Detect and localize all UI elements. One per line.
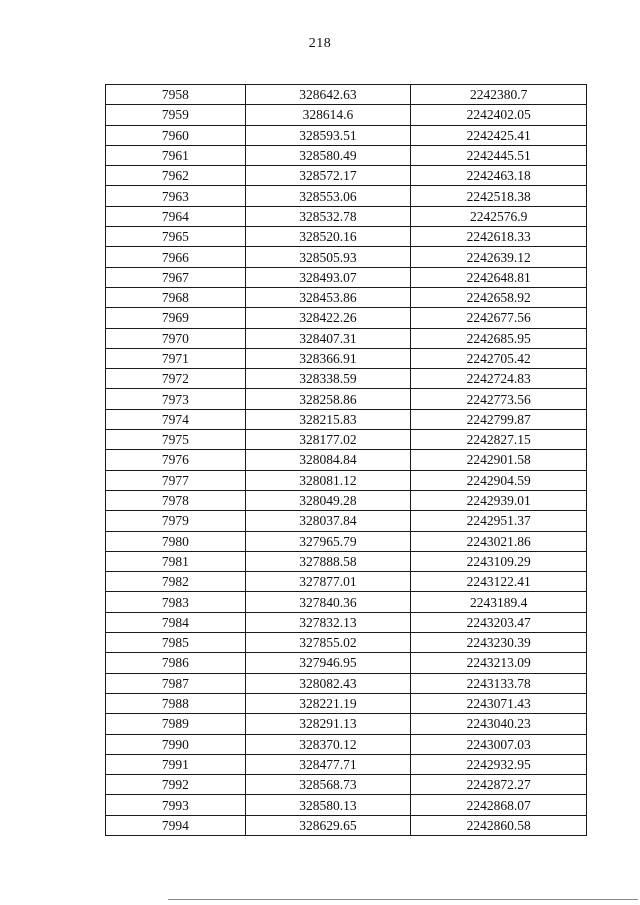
y-coordinate-cell: 2242518.38 — [411, 186, 587, 206]
y-coordinate-cell: 2242773.56 — [411, 389, 587, 409]
y-coordinate-cell: 2243189.4 — [411, 592, 587, 612]
point-number-cell: 7977 — [106, 470, 246, 490]
y-coordinate-cell: 2242618.33 — [411, 227, 587, 247]
y-coordinate-cell: 2242658.92 — [411, 287, 587, 307]
point-number-cell: 7989 — [106, 714, 246, 734]
x-coordinate-cell: 328291.13 — [245, 714, 411, 734]
table-row — [106, 369, 587, 389]
point-number-cell: 7960 — [106, 125, 246, 145]
table-row — [106, 227, 587, 247]
point-number-cell: 7979 — [106, 511, 246, 531]
x-coordinate-cell: 327888.58 — [245, 551, 411, 571]
x-coordinate-cell: 328568.73 — [245, 775, 411, 795]
table-row — [106, 511, 587, 531]
point-number-cell: 7974 — [106, 409, 246, 429]
y-coordinate-cell: 2243133.78 — [411, 673, 587, 693]
y-coordinate-cell: 2243071.43 — [411, 693, 587, 713]
y-coordinate-cell: 2243109.29 — [411, 551, 587, 571]
point-number-cell: 7973 — [106, 389, 246, 409]
x-coordinate-cell: 328258.86 — [245, 389, 411, 409]
y-coordinate-cell: 2242705.42 — [411, 348, 587, 368]
y-coordinate-cell: 2242425.41 — [411, 125, 587, 145]
table-row — [106, 612, 587, 632]
x-coordinate-cell: 328221.19 — [245, 693, 411, 713]
table-row — [106, 795, 587, 815]
x-coordinate-cell: 328553.06 — [245, 186, 411, 206]
y-coordinate-cell: 2242901.58 — [411, 450, 587, 470]
x-coordinate-cell: 328407.31 — [245, 328, 411, 348]
table-row — [106, 633, 587, 653]
x-coordinate-cell: 327840.36 — [245, 592, 411, 612]
table-row — [106, 775, 587, 795]
point-number-cell: 7992 — [106, 775, 246, 795]
coordinate-table — [105, 84, 587, 836]
point-number-cell: 7988 — [106, 693, 246, 713]
table-row — [106, 551, 587, 571]
point-number-cell: 7969 — [106, 308, 246, 328]
y-coordinate-cell: 2242939.01 — [411, 490, 587, 510]
table-row — [106, 531, 587, 551]
y-coordinate-cell: 2242932.95 — [411, 754, 587, 774]
table-row — [106, 267, 587, 287]
point-number-cell: 7984 — [106, 612, 246, 632]
x-coordinate-cell: 328037.84 — [245, 511, 411, 531]
x-coordinate-cell: 328422.26 — [245, 308, 411, 328]
table-row — [106, 348, 587, 368]
x-coordinate-cell: 328215.83 — [245, 409, 411, 429]
point-number-cell: 7965 — [106, 227, 246, 247]
table-row — [106, 145, 587, 165]
y-coordinate-cell: 2243007.03 — [411, 734, 587, 754]
x-coordinate-cell: 328505.93 — [245, 247, 411, 267]
table-row — [106, 673, 587, 693]
point-number-cell: 7971 — [106, 348, 246, 368]
scan-edge-line — [168, 899, 638, 900]
table-row — [106, 287, 587, 307]
point-number-cell: 7963 — [106, 186, 246, 206]
point-number-cell: 7994 — [106, 815, 246, 835]
point-number-cell: 7986 — [106, 653, 246, 673]
table-row — [106, 166, 587, 186]
table-row — [106, 186, 587, 206]
x-coordinate-cell: 328453.86 — [245, 287, 411, 307]
point-number-cell: 7978 — [106, 490, 246, 510]
x-coordinate-cell: 328177.02 — [245, 430, 411, 450]
y-coordinate-cell: 2243203.47 — [411, 612, 587, 632]
x-coordinate-cell: 328082.43 — [245, 673, 411, 693]
point-number-cell: 7983 — [106, 592, 246, 612]
y-coordinate-cell: 2242724.83 — [411, 369, 587, 389]
y-coordinate-cell: 2243230.39 — [411, 633, 587, 653]
point-number-cell: 7968 — [106, 287, 246, 307]
point-number-cell: 7961 — [106, 145, 246, 165]
table-row — [106, 206, 587, 226]
point-number-cell: 7982 — [106, 572, 246, 592]
x-coordinate-cell: 328629.65 — [245, 815, 411, 835]
point-number-cell: 7959 — [106, 105, 246, 125]
table-row — [106, 125, 587, 145]
y-coordinate-cell: 2242860.58 — [411, 815, 587, 835]
x-coordinate-cell: 328580.49 — [245, 145, 411, 165]
x-coordinate-cell: 328520.16 — [245, 227, 411, 247]
x-coordinate-cell: 328477.71 — [245, 754, 411, 774]
table-row — [106, 308, 587, 328]
page-number: 218 — [308, 36, 332, 51]
point-number-cell: 7967 — [106, 267, 246, 287]
x-coordinate-cell: 328081.12 — [245, 470, 411, 490]
x-coordinate-cell: 328366.91 — [245, 348, 411, 368]
x-coordinate-cell: 328614.6 — [245, 105, 411, 125]
table-row — [106, 409, 587, 429]
point-number-cell: 7990 — [106, 734, 246, 754]
y-coordinate-cell: 2243040.23 — [411, 714, 587, 734]
y-coordinate-cell: 2242576.9 — [411, 206, 587, 226]
table-row — [106, 734, 587, 754]
point-number-cell: 7966 — [106, 247, 246, 267]
table-row — [106, 430, 587, 450]
point-number-cell: 7972 — [106, 369, 246, 389]
x-coordinate-cell: 328084.84 — [245, 450, 411, 470]
x-coordinate-cell: 327877.01 — [245, 572, 411, 592]
point-number-cell: 7964 — [106, 206, 246, 226]
table-row — [106, 389, 587, 409]
y-coordinate-cell: 2242463.18 — [411, 166, 587, 186]
y-coordinate-cell: 2243213.09 — [411, 653, 587, 673]
point-number-cell: 7975 — [106, 430, 246, 450]
table-row — [106, 328, 587, 348]
table-row — [106, 105, 587, 125]
x-coordinate-cell: 327832.13 — [245, 612, 411, 632]
y-coordinate-cell: 2242799.87 — [411, 409, 587, 429]
y-coordinate-cell: 2242951.37 — [411, 511, 587, 531]
point-number-cell: 7987 — [106, 673, 246, 693]
x-coordinate-cell: 328370.12 — [245, 734, 411, 754]
point-number-cell: 7980 — [106, 531, 246, 551]
point-number-cell: 7985 — [106, 633, 246, 653]
x-coordinate-cell: 328642.63 — [245, 85, 411, 105]
y-coordinate-cell: 2242402.05 — [411, 105, 587, 125]
x-coordinate-cell: 327946.95 — [245, 653, 411, 673]
table-row — [106, 653, 587, 673]
y-coordinate-cell: 2242904.59 — [411, 470, 587, 490]
point-number-cell: 7991 — [106, 754, 246, 774]
x-coordinate-cell: 328338.59 — [245, 369, 411, 389]
point-number-cell: 7976 — [106, 450, 246, 470]
y-coordinate-cell: 2242677.56 — [411, 308, 587, 328]
table-row — [106, 470, 587, 490]
x-coordinate-cell: 328572.17 — [245, 166, 411, 186]
table-row — [106, 247, 587, 267]
table-row — [106, 714, 587, 734]
x-coordinate-cell: 328580.13 — [245, 795, 411, 815]
table-row — [106, 754, 587, 774]
y-coordinate-cell: 2242872.27 — [411, 775, 587, 795]
y-coordinate-cell: 2242685.95 — [411, 328, 587, 348]
y-coordinate-cell: 2242827.15 — [411, 430, 587, 450]
y-coordinate-cell: 2242639.12 — [411, 247, 587, 267]
y-coordinate-cell: 2242380.7 — [411, 85, 587, 105]
point-number-cell: 7981 — [106, 551, 246, 571]
table-row — [106, 490, 587, 510]
coordinate-table-body — [106, 85, 587, 836]
table-row — [106, 85, 587, 105]
x-coordinate-cell: 327855.02 — [245, 633, 411, 653]
table-row — [106, 815, 587, 835]
point-number-cell: 7993 — [106, 795, 246, 815]
x-coordinate-cell: 328593.51 — [245, 125, 411, 145]
point-number-cell: 7962 — [106, 166, 246, 186]
point-number-cell: 7970 — [106, 328, 246, 348]
table-row — [106, 572, 587, 592]
table-row — [106, 693, 587, 713]
x-coordinate-cell: 328532.78 — [245, 206, 411, 226]
x-coordinate-cell: 328493.07 — [245, 267, 411, 287]
y-coordinate-cell: 2243122.41 — [411, 572, 587, 592]
point-number-cell: 7958 — [106, 85, 246, 105]
x-coordinate-cell: 327965.79 — [245, 531, 411, 551]
y-coordinate-cell: 2242648.81 — [411, 267, 587, 287]
y-coordinate-cell: 2243021.86 — [411, 531, 587, 551]
table-row — [106, 592, 587, 612]
table-row — [106, 450, 587, 470]
y-coordinate-cell: 2242445.51 — [411, 145, 587, 165]
y-coordinate-cell: 2242868.07 — [411, 795, 587, 815]
x-coordinate-cell: 328049.28 — [245, 490, 411, 510]
